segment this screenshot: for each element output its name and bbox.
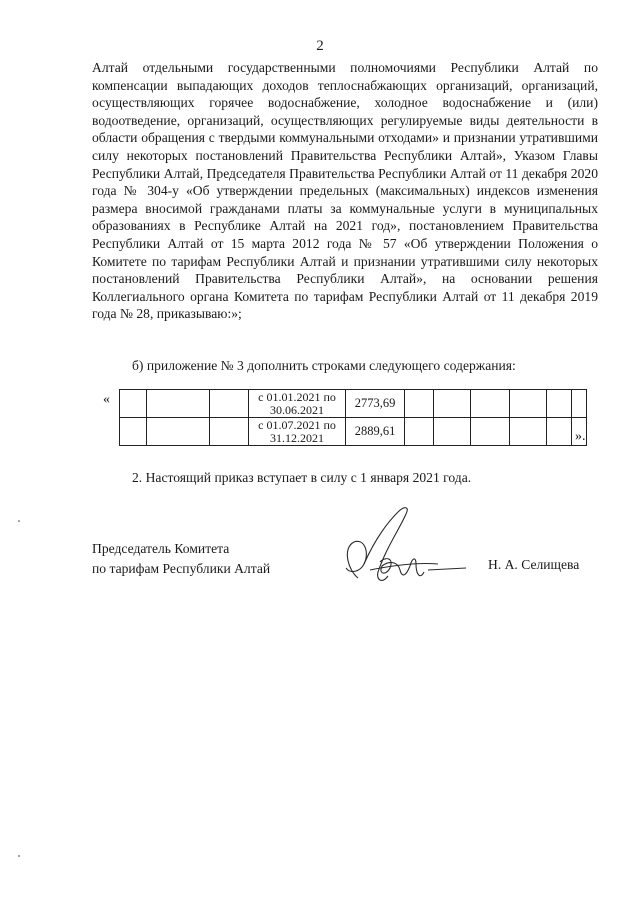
table-cell — [210, 418, 249, 446]
signatory-title-line1: Председатель Комитета — [92, 541, 230, 556]
table-cell — [572, 390, 587, 418]
handwritten-signature — [320, 500, 480, 605]
signatory-name: Н. А. Селищева — [488, 557, 580, 572]
table-cell — [147, 418, 210, 446]
table-cell — [434, 390, 471, 418]
quote-close: ». — [575, 429, 586, 444]
table-cell — [405, 390, 434, 418]
table-cell — [147, 390, 210, 418]
table-cell — [120, 418, 147, 446]
value-cell: 2889,61 — [346, 418, 405, 446]
table-cell — [547, 390, 572, 418]
paragraph-2: 2. Настоящий приказ вступает в силу с 1 января 2021 года. — [132, 470, 472, 485]
quote-open: « — [103, 392, 110, 407]
table-cell — [434, 418, 471, 446]
table-cell — [547, 418, 572, 446]
scan-artifact — [18, 855, 20, 857]
table-row — [120, 390, 587, 418]
main-paragraph: Алтай отдельными государственными полномочиями Республики Алтай по компенсации выпадающих доходов теплоснабжающих организаций, организаций, осуществляющих горячее водоснабжение, холодное водоснабжение и (или) водоотведение, организаций, осуществляющих регулируемые виды деятельности в области обращения с твердыми коммунальными отходами» и признании утратившими силу некоторых постановлений Правительства Республики Алтай», Указом Главы Республики Алтай, Председателя Правительства Республики Алтай от 11 декабря 2020 года № 304-у «Об утверждении предельных (максимальных) индексов изменения размера вносимой гражданами платы за коммунальные услуги в муниципальных образованиях в Республике Алтай на 2021 год», постановлением Правительства Республики Алтай от 15 марта 2012 года № 57 «Об утверждении Положения о Комитете по тарифам Республики Алтай и признании утратившими силу некоторых постановлений Правительства Республики Алтай», на основании решения Коллегиального органа Комитета по тарифам Республики Алтай от 11 декабря 2019 года № 28, приказываю:»; — [92, 60, 598, 322]
page-number: 2 — [316, 38, 324, 54]
tariff-table — [119, 389, 587, 446]
table-cell — [210, 390, 249, 418]
table-cell — [405, 418, 434, 446]
period-cell: с 01.07.2021 по 31.12.2021 — [249, 418, 346, 446]
table-cell — [471, 418, 510, 446]
table-cell — [510, 390, 547, 418]
table-cell — [510, 418, 547, 446]
table-cell — [471, 390, 510, 418]
period-cell: с 01.01.2021 по 30.06.2021 — [249, 390, 346, 418]
table-row — [120, 418, 587, 446]
value-cell: 2773,69 — [346, 390, 405, 418]
table-cell — [120, 390, 147, 418]
signatory-title-line2: по тарифам Республики Алтай — [92, 561, 271, 576]
signatory-title — [92, 539, 270, 579]
scan-artifact — [18, 520, 20, 522]
paragraph-b: б) приложение № 3 дополнить строками следующего содержания: — [132, 358, 516, 373]
